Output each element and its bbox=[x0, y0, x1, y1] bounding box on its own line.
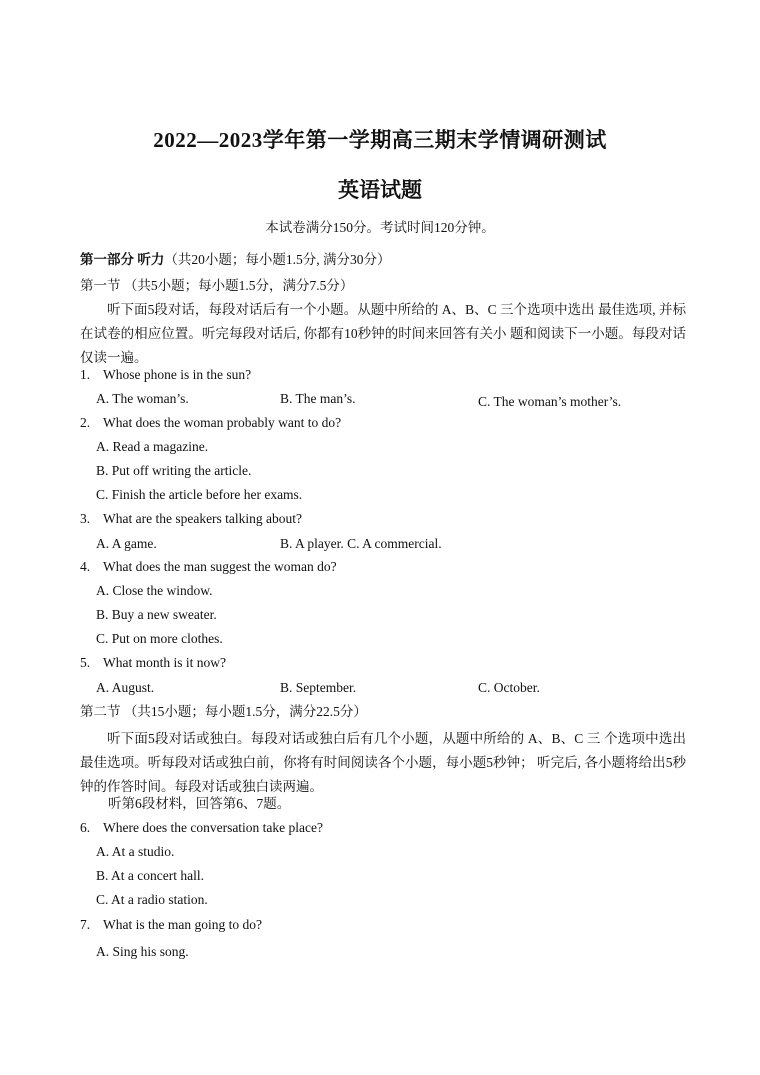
question-2-text: What does the woman probably want to do? bbox=[103, 415, 342, 430]
question-3-option-a: A. A game. bbox=[96, 536, 157, 551]
question-1-text: Whose phone is in the sun? bbox=[103, 367, 252, 382]
section1-instructions: 听下面5段对话，每段对话后有一个小题。从题中所给的 A、B、C 三个选项中选出 最佳选项, 并标在试卷的相应位置。听完每段对话后, 你都有10秒钟的时间来回答有关小 题和阅读下一小题。每段对话仅读一遍。 bbox=[80, 302, 686, 365]
question-7-option-a: A. Sing his song. bbox=[96, 944, 189, 959]
section2-heading: 第二节 （共15小题；每小题1.5分，满分22.5分） bbox=[80, 704, 367, 719]
question-4-text: What does the man suggest the woman do? bbox=[103, 559, 337, 574]
section2-material: 听第6段材料，回答第6、7题。 bbox=[108, 796, 291, 811]
question-2-option-b: B. Put off writing the article. bbox=[96, 463, 252, 478]
question-4-num: 4. bbox=[80, 559, 91, 574]
question-5-num: 5. bbox=[80, 655, 91, 670]
question-3-text: What are the speakers talking about? bbox=[103, 511, 303, 526]
question-5-option-c: C. October. bbox=[478, 680, 540, 695]
exam-subtitle: 英语试题 bbox=[338, 178, 422, 202]
question-3-option-bc: B. A player. C. A commercial. bbox=[280, 536, 442, 551]
question-6-num: 6. bbox=[80, 820, 91, 835]
question-1-option-c: C. The woman’s mother’s. bbox=[478, 394, 622, 409]
question-7-text: What is the man going to do? bbox=[103, 917, 262, 932]
question-6-option-b: B. At a concert hall. bbox=[96, 868, 204, 883]
question-1-num: 1. bbox=[80, 367, 91, 382]
section2-instructions: 听下面5段对话或独白。每段对话或独白后有几个小题，从题中所给的 A、B、C 三 个选项中选出最佳选项。听每段对话或独白前，你将有时间阅读各个小题，每小题5秒钟； 听完后, 各小题将给出5秒钟的作答时间。每段对话或独白读两遍。 bbox=[80, 731, 686, 794]
question-7-num: 7. bbox=[80, 917, 91, 932]
part1-heading bbox=[80, 251, 391, 269]
question-5-option-a: A. August. bbox=[96, 680, 155, 695]
exam-note: 本试卷满分150分。考试时间120分钟。 bbox=[265, 220, 495, 235]
question-6-option-c: C. At a radio station. bbox=[96, 892, 208, 907]
question-5-text: What month is it now? bbox=[103, 655, 226, 670]
question-1-option-a: A. The woman’s. bbox=[96, 391, 189, 406]
part1-heading-bold: 第一部分 听力 bbox=[80, 252, 165, 267]
question-4-option-b: B. Buy a new sweater. bbox=[96, 607, 217, 622]
question-6-text: Where does the conversation take place? bbox=[103, 820, 324, 835]
question-3-num: 3. bbox=[80, 511, 91, 526]
question-5-option-b: B. September. bbox=[280, 680, 357, 695]
question-4-option-c: C. Put on more clothes. bbox=[96, 631, 223, 646]
question-2-num: 2. bbox=[80, 415, 91, 430]
section1-heading: 第一节 （共5小题；每小题1.5分，满分7.5分） bbox=[80, 278, 354, 293]
question-1-option-b: B. The man’s. bbox=[280, 391, 356, 406]
exam-title: 2022—2023学年第一学期高三期末学情调研测试 bbox=[153, 128, 607, 152]
question-2-option-c: C. Finish the article before her exams. bbox=[96, 487, 303, 502]
question-6-option-a: A. At a studio. bbox=[96, 844, 175, 859]
question-2-option-a: A. Read a magazine. bbox=[96, 439, 209, 454]
question-4-option-a: A. Close the window. bbox=[96, 583, 213, 598]
part1-heading-rest: （共20小题；每小题1.5分, 满分30分） bbox=[164, 252, 391, 267]
